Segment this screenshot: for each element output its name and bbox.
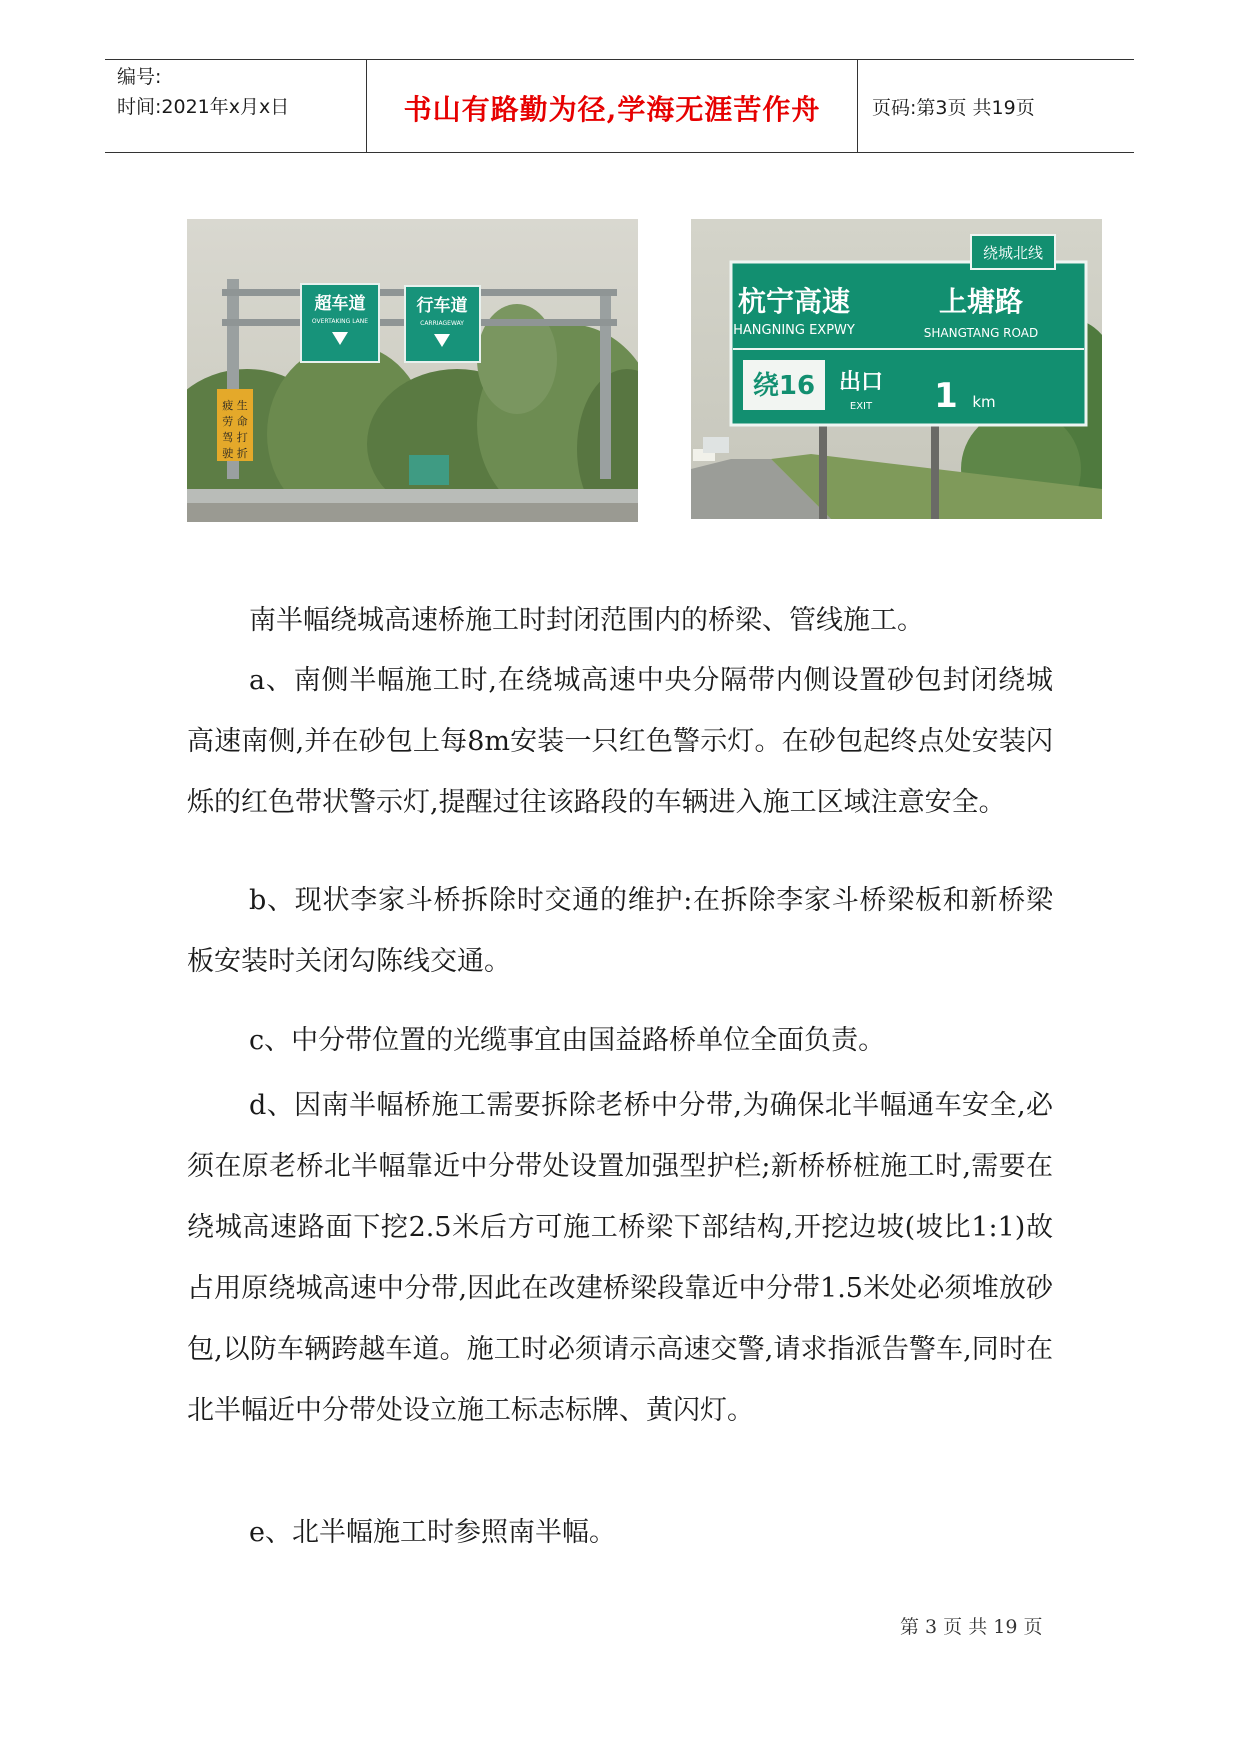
header-motto-cell <box>367 60 858 152</box>
paragraph-e: e、北半幅施工时参照南半幅。 <box>249 1517 616 1548</box>
sign-distance: 1 <box>934 376 958 416</box>
sign-dest1-en: HANGNING EXPWY <box>733 323 855 338</box>
svg-text:驶 折: 驶 折 <box>222 447 248 460</box>
page-header <box>105 59 1134 153</box>
page-label: 页码:第3页 共19页 <box>872 97 1035 119</box>
svg-text:疲 生: 疲 生 <box>222 399 248 412</box>
sign-dest2-en: SHANGTANG ROAD <box>923 326 1039 340</box>
sign-carriageway-en: CARRIAGEWAY <box>420 320 464 327</box>
svg-text:劳 命: 劳 命 <box>222 415 248 428</box>
paragraph-b: b、现状李家斗桥拆除时交通的维护:在拆除李家斗桥梁板和新桥梁板安装时关闭勾陈线交通。 <box>187 885 1053 977</box>
page-footer: 第 3 页 共 19 页 <box>900 1616 1043 1638</box>
sign-dest2: 上塘路 <box>938 285 1024 318</box>
photo-exit-sign <box>691 219 1102 519</box>
sign-carriageway-text: 行车道 <box>416 296 468 316</box>
sign-route: 绕16 <box>752 371 816 401</box>
number-label: 编号: <box>117 66 162 88</box>
sign-overtaking-en: OVERTAKING LANE <box>311 318 369 325</box>
sign-exit: 出口 <box>838 370 884 395</box>
photo-lane-signs <box>187 219 638 522</box>
header-page-cell <box>858 60 1134 152</box>
header-meta-cell <box>105 60 367 152</box>
paragraph-a: a、南侧半幅施工时,在绕城高速中央分隔带内侧设置砂包封闭绕城高速南侧,并在砂包上每8m安装一只红色警示灯。在砂包起终点处安装闪烁的红色带状警示灯,提醒过往该路段的车辆进入施工区域注意安全。 <box>187 665 1053 818</box>
sign-exit-en: EXIT <box>849 401 873 412</box>
sign-distance-unit: km <box>972 393 996 411</box>
sign-overtaking-text: 超车道 <box>314 294 366 314</box>
sign-tag: 绕城北线 <box>982 244 1044 262</box>
sign-dest1: 杭宁高速 <box>737 285 851 318</box>
motto: 书山有路勤为径,学海无涯苦作舟 <box>403 93 821 126</box>
time-label: 时间:2021年x月x日 <box>117 96 290 118</box>
paragraph-intro: 南半幅绕城高速桥施工时封闭范围内的桥梁、管线施工。 <box>249 605 924 636</box>
paragraph-c: c、中分带位置的光缆事宜由国益路桥单位全面负责。 <box>249 1025 886 1056</box>
svg-text:驾 打: 驾 打 <box>222 431 248 444</box>
paragraph-d: d、因南半幅桥施工需要拆除老桥中分带,为确保北半幅通车安全,必须在原老桥北半幅靠近中分带处设置加强型护栏;新桥桥桩施工时,需要在绕城高速路面下挖2.5米后方可施工桥梁下部结构,开挖边坡(坡比1:1)故占用原绕城高速中分带,因此在改建桥梁段靠近中分带1.5米处必须堆放砂包,以防车辆跨越车道。施工时必须请示高速交警,请求指派告警车,同时在北半幅近中分带处设立施工标志标牌、黄闪灯。 <box>187 1090 1053 1426</box>
